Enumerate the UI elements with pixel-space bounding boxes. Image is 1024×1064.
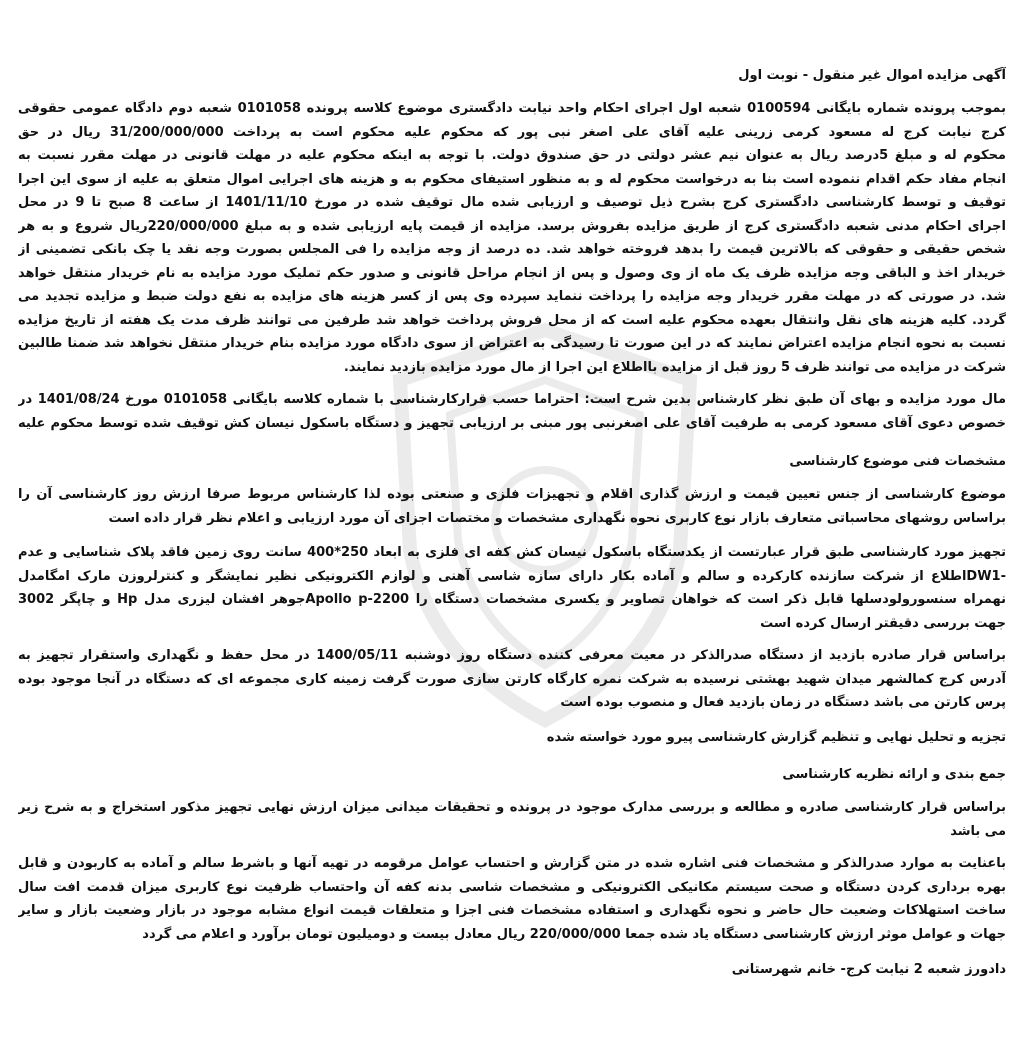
text-line: گردد. کلیه هزینه های نقل وانتقال بعهده محکوم علیه است که از محل فروش پرداخت خواهد شد طرفین می توانند ظرف مدت یک هفته از تاریخ مزایده bbox=[18, 312, 1006, 328]
text-line: پرس کارتن می باشد دستگاه در زمان بازدید فعال و منصوب بوده است bbox=[560, 695, 1006, 710]
text-line: انجام مفاد حکم اقدام ننموده است بنا به درخواست محکوم له و به منظور استیفای محکوم به و هزینه های اجرایی اموال متعلق به علیه از سوی این اجرا bbox=[18, 171, 1006, 187]
section-heading-summary bbox=[18, 763, 1006, 787]
section-heading: جمع بندی و ارائه نظریه کارشناسی bbox=[782, 767, 1006, 782]
paragraph-visit bbox=[18, 644, 1006, 715]
text-line: می باشد bbox=[950, 823, 1006, 839]
section-heading-technical bbox=[18, 450, 1006, 474]
text-line: نسبت به نحوه انجام مزایده اعتراض نمایند که در این صورت تا رسیدگی به اعتراض از سوی دادگاه مورد مزایده بنام خریدار منتقل نخواهد شد ضمنا طالبین bbox=[18, 336, 1006, 351]
text-line: باعنایت به موارد صدرالذکر و مشخصات فنی اشاره شده در متن گزارش و احتساب عوامل مرقومه در تهیه آنها و باشرط سالم و آماده به کاربودن و قابل bbox=[18, 856, 1006, 871]
text-line: براساس روشهای محاسباتی متعارف بازار نوع کاربری نحوه نگهداری مشخصات و مختصات اجزای آن مورد ارزیابی و اعلام نظر قرار داده است bbox=[108, 510, 1006, 526]
text-line: -DW1اطلاع از شرکت سازنده کارکرده و سالم و آماده بکار دارای سازه شاسی آهنی و لوازم الکترونیکی نظیر نمایشگر و کنترلروزن مارک امگامدل bbox=[18, 568, 1006, 584]
signature-block bbox=[18, 958, 1006, 982]
text-line: توقیف و توسط کارشناسی دادگستری کرج بشرح ذیل توصیف و ارزیابی شده مال توقیف شده در مورخ 1401/11/10 از ساعت 8 صبح تا 9 در محل bbox=[18, 195, 1006, 210]
paragraph-intro bbox=[18, 97, 1006, 379]
text-line: تجزیه و تحلیل نهایی و تنظیم گزارش کارشناسی پیرو مورد خواسته شده bbox=[546, 730, 1006, 745]
paragraph-valuation bbox=[18, 852, 1006, 946]
text-line: خصوص دعوی آقای مسعود کرمی به طرفیت آقای علی اصغرنبی پور مبنی بر ارزیابی تجهیز و دستگاه باسکول نیسان کش توقیف شده توسط محکوم علیه bbox=[18, 415, 1006, 431]
text-line: موضوع کارشناسی از جنس تعیین قیمت و ارزش گذاری اقلام و تجهیزات فلزی و صنعتی بوده لذا کارشناس مربوط صرفا ارزش روز کارشناسی آن را bbox=[18, 487, 1006, 502]
paragraph-equipment bbox=[18, 541, 1006, 635]
paragraph-basis bbox=[18, 796, 1006, 843]
notice-header bbox=[18, 64, 1006, 88]
paragraph-analysis bbox=[18, 726, 1006, 750]
notice-title: آگهی مزایده اموال غیر منقول - نوبت اول bbox=[738, 68, 1006, 83]
text-line: اجرای احکام مدنی شعبه دادگستری کرج از طریق مزایده بفروش برسد. مزایده از قیمت پایه ارزیابی شده و به مبلغ 220/000/000ریال شروع و به هر bbox=[18, 218, 1006, 234]
text-line: بهره برداری کردن دستگاه و صحت سیستم مکانیکی الکترونیکی و مشخصات شاسی بدنه کفه آن واحتساب ظرفیت نوع کاربری میزان قدمت افت سال bbox=[18, 879, 1006, 895]
text-line: مال مورد مزایده و بهای آن طبق نظر کارشناس بدین شرح است: احتراما حسب قرارکارشناسی با شماره کلاسه بایگانی 0101058 مورخ 1401/08/24 در bbox=[18, 392, 1006, 407]
text-line: جهات و عوامل موثر ارزش کارشناسی دستگاه یاد شده جمعا 220/000/000 ریال معادل بیست و دومیلیون تومان برآورد و اعلام می گردد bbox=[142, 926, 1006, 942]
text-line: شخص حقیقی و حقوقی که بالاترین قیمت را بدهد فروخته خواهد شد. ده درصد از وجه مزایده را فی المجلس بصورت وجه نقد یا چک بانکی تضمینی از bbox=[18, 242, 1006, 257]
text-line: تجهیز مورد کارشناسی طبق قرار عبارتست از یکدستگاه باسکول نیسان کش کفه ای فلزی به ابعاد 250*400 سانت روی زمین فاقد پلاک شناسایی و عدم bbox=[18, 545, 1006, 560]
text-line: جهت بررسی دقیقتر ارسال کرده است bbox=[760, 615, 1006, 631]
text-line: براساس قرار صادره بازدید از دستگاه صدرالذکر در معیت معرفی کننده دستگاه روز دوشنبه 1400/05/11 در محل حفظ و نگهداری واستقرار تجهیز به bbox=[18, 648, 1006, 663]
text-line: خریدار اخذ و الباقی وجه مزایده ظرف یک ماه از وی وصول و پس از انجام مراحل قانونی و صدور حکم تملیک مورد مزایده به نام خریدار منتقل خواهد bbox=[18, 265, 1006, 281]
text-line: براساس قرار کارشناسی صادره و مطالعه و بررسی مدارک موجود در پرونده و تحقیقات میدانی میزان ارزش نهایی تجهیز مذکور استخراج و به شرح زیر bbox=[18, 800, 1006, 815]
text-line: نهمراه سنسورولودسلها قابل ذکر است که خواهان تصاویر و یکسری مشخصات دستگاه را Apollo p-2200جوهر افشان لیزری مدل Hp و چاپگر 3002 bbox=[18, 592, 1006, 607]
text-line: آدرس کرج کمالشهر میدان شهید بهشتی نرسیده به شرکت نمره کارگاه کارتن سازی صورت گرفت زمینه کاری مجموعه ای که دستگاه در آنجا موجود بوده bbox=[18, 671, 1006, 687]
text-line: ساخت استهلاکات وضعیت حال حاضر و نحوه نگهداری و استفاده مشخصات فنی اجزا و متعلقات قیمت انواع مشابه موجود در بازار وضعیت بازار و سایر bbox=[18, 903, 1006, 918]
signature-line: دادورز شعبه 2 نیابت کرج- خانم شهرستانی bbox=[731, 962, 1006, 977]
text-line: بموجب پرونده شماره بایگانی 0100594 شعبه اول اجرای احکام واحد نیابت دادگستری موضوع کلاسه پرونده 0101058 شعبه دوم دادگاه عمومی حقوقی bbox=[18, 101, 1006, 116]
text-line: شد. در صورتی که در مهلت مقرر خریدار وجه مزایده را پرداخت ننماید سپرده وی پس از کسر هزینه های مزایده به نفع دولت ضبط و مزایده تجدید می bbox=[18, 289, 1006, 304]
section-heading: مشخصات فنی موضوع کارشناسی bbox=[789, 454, 1006, 469]
text-line: محکوم له و مبلغ 5درصد ریال به عنوان نیم عشر دولتی در حق صندوق دولت. با توجه به اینکه محکوم علیه در مهلت قانونی در مهلت مقرر نسبت به bbox=[18, 148, 1006, 163]
text-line: شرکت در مزایده می توانند ظرف 5 روز قبل از مزایده بااطلاع این اجرا از مال مورد مزایده بازدید نمایند. bbox=[343, 359, 1006, 375]
text-line: کرج نیابت کرج له مسعود کرمی زرینی علیه آقای علی اصغر نبی پور که محکوم علیه محکوم است به پرداخت 31/200/000/000 ریال در حق bbox=[18, 124, 1006, 140]
paragraph-property bbox=[18, 388, 1006, 435]
paragraph-subject bbox=[18, 483, 1006, 530]
